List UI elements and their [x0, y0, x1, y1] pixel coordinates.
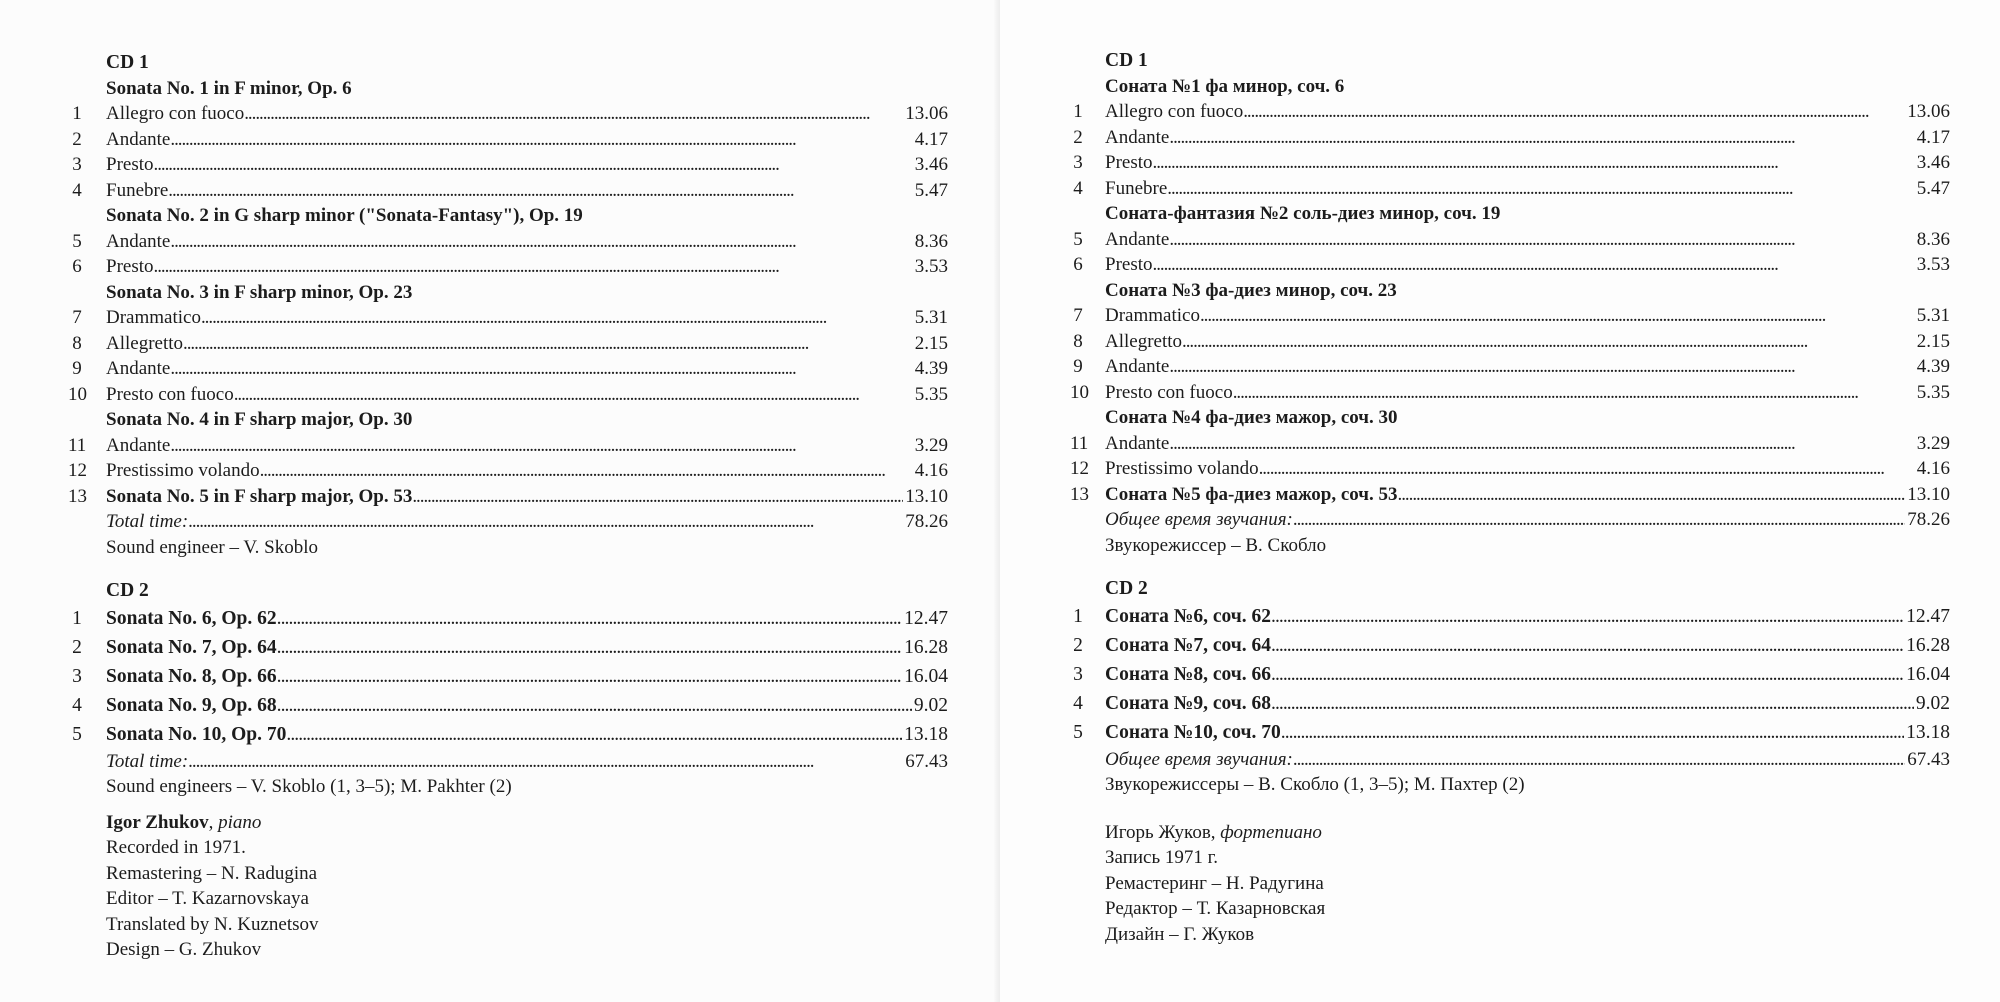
total-time-row: Total time: . . . 78.26	[68, 509, 948, 535]
english-tracklist	[68, 50, 948, 963]
track-row: 3 Sonata No. 8, Op. 66 . . . 16.04	[68, 662, 948, 691]
sonata-heading: Sonata No. 4 in F sharp major, Op. 30	[106, 409, 413, 430]
track-row: 1 Allegro con fuoco . . . 13.06	[68, 101, 948, 127]
performer-credit: Игорь Жуков, фортепиано	[1105, 821, 1322, 843]
engineers-credit: Звукорежиссеры – В. Скобло (1, 3–5); М. Пахтер (2)	[1105, 774, 1525, 795]
track-row: 8 Allegretto . . . 2.15	[1070, 329, 1950, 355]
track-row: 12 Prestissimo volando . . . 4.16	[68, 458, 948, 484]
editor-credit: Editor – T. Kazarnovskaya	[106, 888, 309, 909]
cd1-heading: CD 1	[106, 52, 149, 73]
engineer-credit: Sound engineer – V. Skoblo	[106, 536, 318, 558]
track-row: 10 Presto con fuoco . . . 5.35	[68, 382, 948, 408]
track-row: 2 Sonata No. 7, Op. 64 . . . 16.28	[68, 633, 948, 662]
design-credit: Дизайн – Г. Жуков	[1105, 923, 1255, 945]
cd2-heading: CD 2	[1105, 578, 1148, 599]
track-row: 3 Соната №8, соч. 66 . . . 16.04	[1070, 660, 1950, 689]
spacer	[1070, 798, 1950, 820]
track-row: 11 Andante . . . 3.29	[1070, 431, 1950, 457]
track-row: 5 Andante . . . 8.36	[1070, 227, 1950, 253]
track-row: 1 Соната №6, соч. 62 . . . 12.47	[1070, 602, 1950, 631]
track-row: 2 Andante . . . 4.17	[1070, 125, 1950, 151]
engineers-credit: Sound engineers – V. Skoblo (1, 3–5); M. Pakhter (2)	[106, 776, 512, 797]
sonata-heading: Соната №1 фа минор, соч. 6	[1105, 75, 1345, 97]
track-row: 1 Allegro con fuoco . . . 13.06	[1070, 99, 1950, 125]
track-row: 4 Funebre . . . 5.47	[1070, 176, 1950, 202]
spacer	[68, 800, 948, 810]
recorded-credit: Recorded in 1971.	[106, 837, 246, 858]
track-row: 11 Andante . . . 3.29	[68, 433, 948, 459]
design-credit: Design – G. Zhukov	[106, 939, 262, 960]
total-time-row: Общее время звучания: . . . 67.43	[1070, 747, 1950, 773]
track-row: 13 Соната №5 фа-диез мажор, соч. 53 . . . 13.10	[1070, 482, 1950, 508]
track-row: 8 Allegretto . . . 2.15	[68, 331, 948, 357]
track-row: 2 Соната №7, соч. 64 . . . 16.28	[1070, 631, 1950, 660]
track-row: 6 Presto . . . 3.53	[1070, 252, 1950, 278]
track-row: 13 Sonata No. 5 in F sharp major, Op. 53 . . . 13.10	[68, 484, 948, 510]
performer-credit: Igor Zhukov, piano	[106, 811, 262, 833]
track-row: 4 Sonata No. 9, Op. 68 . . . 9.02	[68, 691, 948, 720]
remastering-credit: Ремастеринг – Н. Радугина	[1105, 872, 1324, 894]
sonata-heading: Соната №3 фа-диез минор, соч. 23	[1105, 279, 1397, 301]
total-time-row: Total time: . . . 67.43	[68, 749, 948, 775]
track-row: 5 Соната №10, соч. 70 . . . 13.18	[1070, 718, 1950, 747]
sonata-heading: Соната-фантазия №2 соль-диез минор, соч. 19	[1105, 203, 1501, 224]
track-row: 12 Prestissimo volando . . . 4.16	[1070, 456, 1950, 482]
remastering-credit: Remastering – N. Radugina	[106, 862, 318, 884]
total-time-row: Общее время звучания: . . . 78.26	[1070, 507, 1950, 533]
sonata-heading: Sonata No. 3 in F sharp minor, Op. 23	[106, 281, 413, 303]
track-row: 4 Соната №9, соч. 68 . . . 9.02	[1070, 689, 1950, 718]
track-row: 7 Drammatico . . . 5.31	[68, 305, 948, 331]
spacer	[1070, 558, 1950, 576]
track-row: 2 Andante . . . 4.17	[68, 127, 948, 153]
editor-credit: Редактор – Т. Казарновская	[1105, 898, 1326, 919]
track-row: 9 Andante . . . 4.39	[1070, 354, 1950, 380]
spacer	[68, 560, 948, 578]
track-row: 4 Funebre . . . 5.47	[68, 178, 948, 204]
track-row: 7 Drammatico . . . 5.31	[1070, 303, 1950, 329]
track-row: 9 Andante . . . 4.39	[68, 356, 948, 382]
translator-credit: Translated by N. Kuznetsov	[106, 913, 319, 935]
track-row: 10 Presto con fuoco . . . 5.35	[1070, 380, 1950, 406]
track-row: 3 Presto . . . 3.46	[68, 152, 948, 178]
track-row: 1 Sonata No. 6, Op. 62 . . . 12.47	[68, 604, 948, 633]
cd2-heading: CD 2	[106, 580, 149, 601]
english-page	[0, 0, 998, 1002]
engineer-credit: Звукорежиссер – В. Скобло	[1105, 534, 1327, 556]
recorded-credit: Запись 1971 г.	[1105, 847, 1219, 868]
cd1-heading: CD 1	[1105, 50, 1148, 71]
track-row: 6 Presto . . . 3.53	[68, 254, 948, 280]
sonata-heading: Sonata No. 1 in F minor, Op. 6	[106, 77, 352, 99]
track-row: 3 Presto . . . 3.46	[1070, 150, 1950, 176]
track-row: 5 Sonata No. 10, Op. 70 . . . 13.18	[68, 720, 948, 749]
sonata-heading: Sonata No. 2 in G sharp minor ("Sonata-Fantasy"), Op. 19	[106, 205, 583, 226]
sonata-heading: Соната №4 фа-диез мажор, соч. 30	[1105, 407, 1398, 428]
russian-tracklist	[1070, 48, 1950, 947]
track-row: 5 Andante . . . 8.36	[68, 229, 948, 255]
russian-page	[1000, 0, 2000, 1002]
